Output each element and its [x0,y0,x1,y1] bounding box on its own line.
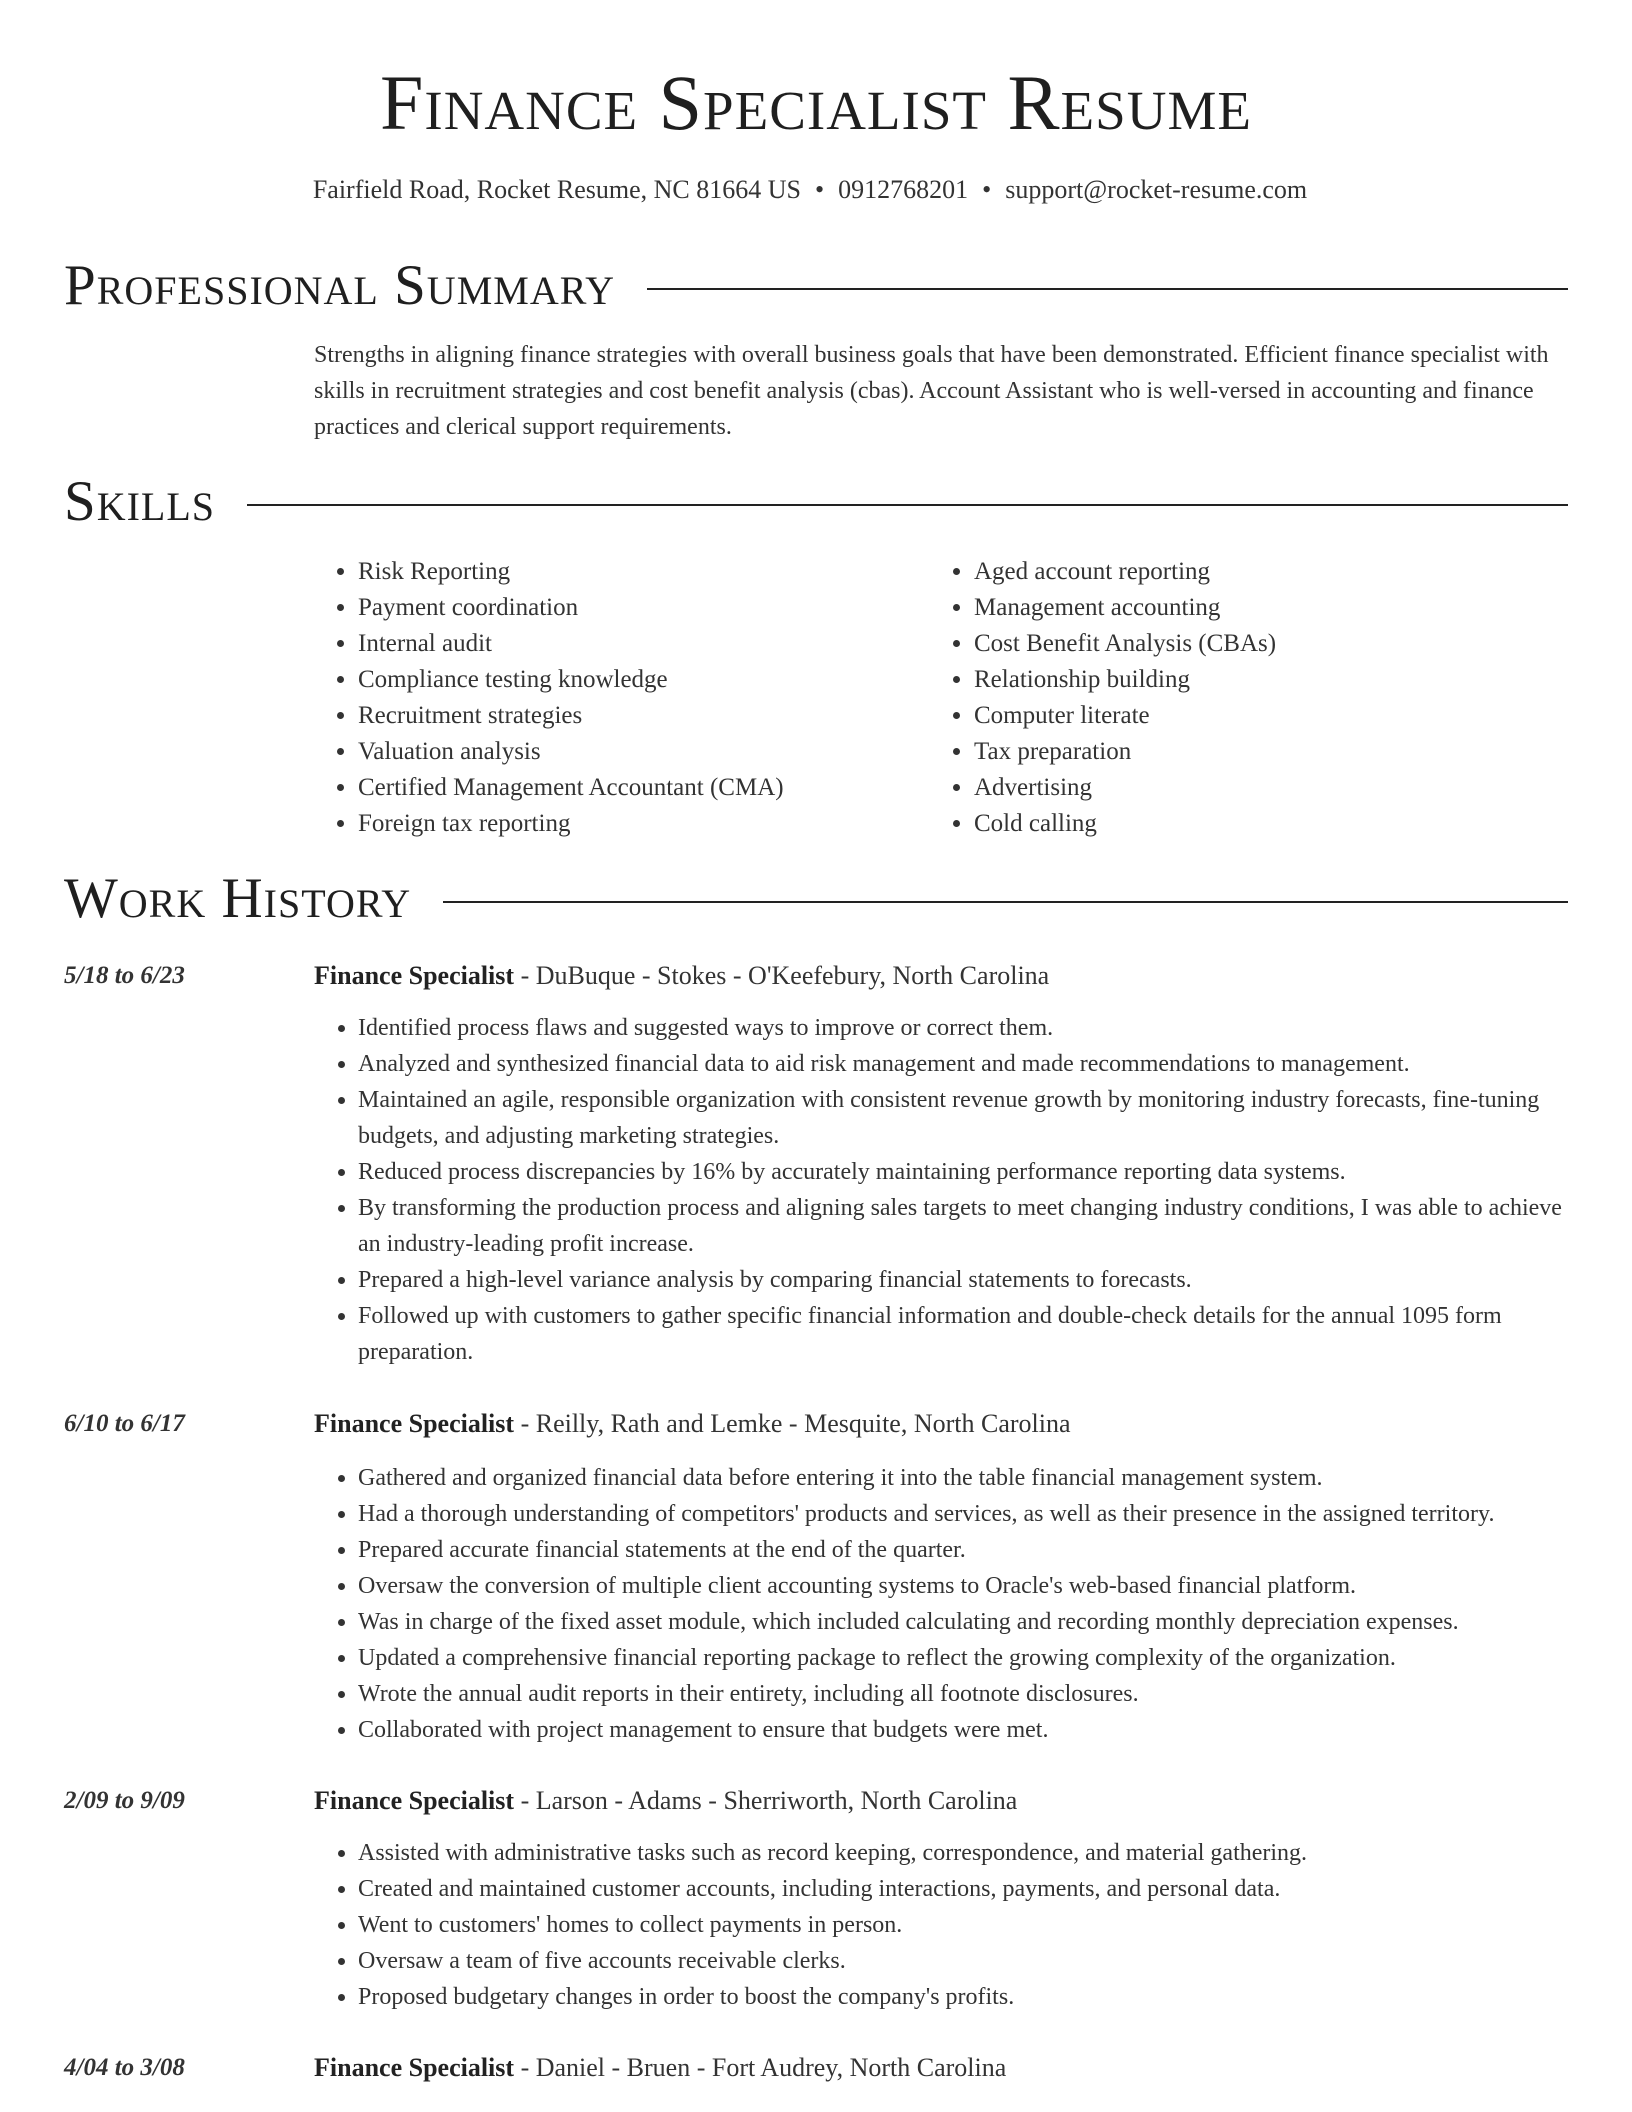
job-title: Finance Specialist [314,1409,515,1438]
job-title: Finance Specialist [314,1786,515,1815]
job-duty: • Created and maintained customer accounts, including interactions, payments, and personal data. [358,1871,1574,1907]
job-employer: - Larson - Adams - Sherriworth, North Carolina [514,1786,1018,1815]
skill-item: • Valuation analysis [358,734,930,770]
skill-item: • Relationship building [974,662,1546,698]
contact-email: support@rocket-resume.com [1005,175,1308,204]
job-duty: • Gathered and organized financial data before entering it into the table financial management system. [358,1460,1574,1496]
contact-address: Fairfield Road, Rocket Resume, NC 81664 US [312,175,802,204]
contact-separator: • [815,175,825,204]
job-duty: • By transforming the production process and aligning sales targets to meet changing industry conditions, I was able to achieve an industry-leading profit increase. [358,1190,1574,1262]
job-duty: • Identified process flaws and suggested ways to improve or correct them. [358,1010,1574,1046]
section-title: Work History [64,867,412,930]
skills-column-right [930,554,1546,842]
job-heading [314,2050,1006,2086]
section-divider [247,504,1568,506]
job-employer: - DuBuque - Stokes - O'Keefebury, North Carolina [514,961,1050,990]
job-heading [314,958,1049,994]
summary-text: Strengths in aligning finance strategies with overall business goals that have been demonstrated. Efficient finance specialist with skills in recruitment strategies and cost benefit analysis (cbas). Account Assistant who is well-versed in accounting and finance practices and clerical support requirements. [314,342,1549,440]
job-employer: - Reilly, Rath and Lemke - Mesquite, North Carolina [514,1409,1071,1438]
professional-summary-header [64,254,1568,318]
job-duty: • Proposed budgetary changes in order to boost the company's profits. [358,1979,1574,2015]
job-heading [314,1783,1017,1819]
skill-item: • Cost Benefit Analysis (CBAs) [974,626,1546,662]
job-duties [314,1460,1574,1748]
job-duty: • Collaborated with project management to ensure that budgets were met. [358,1712,1574,1748]
resume-title: Finance Specialist Resume [380,59,1252,146]
skill-item: • Certified Management Accountant (CMA) [358,770,930,806]
job-duty: • Maintained an agile, responsible organization with consistent revenue growth by monitoring industry forecasts, fine-tuning budgets, and adjusting marketing strategies. [358,1082,1574,1154]
job-dates: 4/04 to 3/08 [64,2054,185,2081]
job-duty: • Prepared accurate financial statements at the end of the quarter. [358,1532,1574,1568]
job-duty: • Oversaw the conversion of multiple client accounting systems to Oracle's web-based financial platform. [358,1568,1574,1604]
job-duty: • Updated a comprehensive financial reporting package to reflect the growing complexity of the organization. [358,1640,1574,1676]
skill-item: • Computer literate [974,698,1546,734]
contact-phone: 0912768201 [838,175,969,204]
job-employer: - Daniel - Bruen - Fort Audrey, North Carolina [514,2053,1007,2082]
skills-header [64,470,1568,534]
job-duty: • Followed up with customers to gather specific financial information and double-check details for the annual 1095 form preparation. [358,1298,1574,1370]
job-duties [314,1010,1574,1370]
skill-item: • Advertising [974,770,1546,806]
section-divider [647,288,1568,290]
contact-line [0,172,1620,208]
job-duty: • Reduced process discrepancies by 16% by accurately maintaining performance reporting data systems. [358,1154,1574,1190]
job-duties [314,1835,1574,2015]
skill-item: • Recruitment strategies [358,698,930,734]
skill-item: • Management accounting [974,590,1546,626]
skill-item: • Compliance testing knowledge [358,662,930,698]
job-duty: • Had a thorough understanding of competitors' products and services, as well as their presence in the assigned territory. [358,1496,1574,1532]
skill-item: • Risk Reporting [358,554,930,590]
skills-list [314,554,1574,842]
skills-column-left [314,554,930,842]
job-duty: • Analyzed and synthesized financial data to aid risk management and made recommendations to management. [358,1046,1574,1082]
job-title: Finance Specialist [314,961,515,990]
section-divider [443,901,1568,903]
skill-item: • Foreign tax reporting [358,806,930,842]
skill-item: • Internal audit [358,626,930,662]
skill-item: • Aged account reporting [974,554,1546,590]
work-history-header [64,867,1568,931]
job-duty: • Was in charge of the fixed asset module, which included calculating and recording monthly depreciation expenses. [358,1604,1574,1640]
skill-item: • Cold calling [974,806,1546,842]
job-duty: • Went to customers' homes to collect payments in person. [358,1907,1574,1943]
job-title: Finance Specialist [314,2053,515,2082]
job-dates: 5/18 to 6/23 [64,962,185,989]
skill-item: • Payment coordination [358,590,930,626]
job-duty: • Wrote the annual audit reports in their entirety, including all footnote disclosures. [358,1676,1574,1712]
contact-separator: • [982,175,992,204]
job-dates: 6/10 to 6/17 [64,1410,185,1437]
job-duty: • Assisted with administrative tasks such as record keeping, correspondence, and material gathering. [358,1835,1574,1871]
section-title: Skills [64,470,216,533]
skill-item: • Tax preparation [974,734,1546,770]
section-title: Professional Summary [64,254,616,317]
job-dates: 2/09 to 9/09 [64,1787,185,1814]
job-heading [314,1406,1071,1442]
job-duty: • Oversaw a team of five accounts receivable clerks. [358,1943,1574,1979]
job-duty: • Prepared a high-level variance analysis by comparing financial statements to forecasts. [358,1262,1574,1298]
